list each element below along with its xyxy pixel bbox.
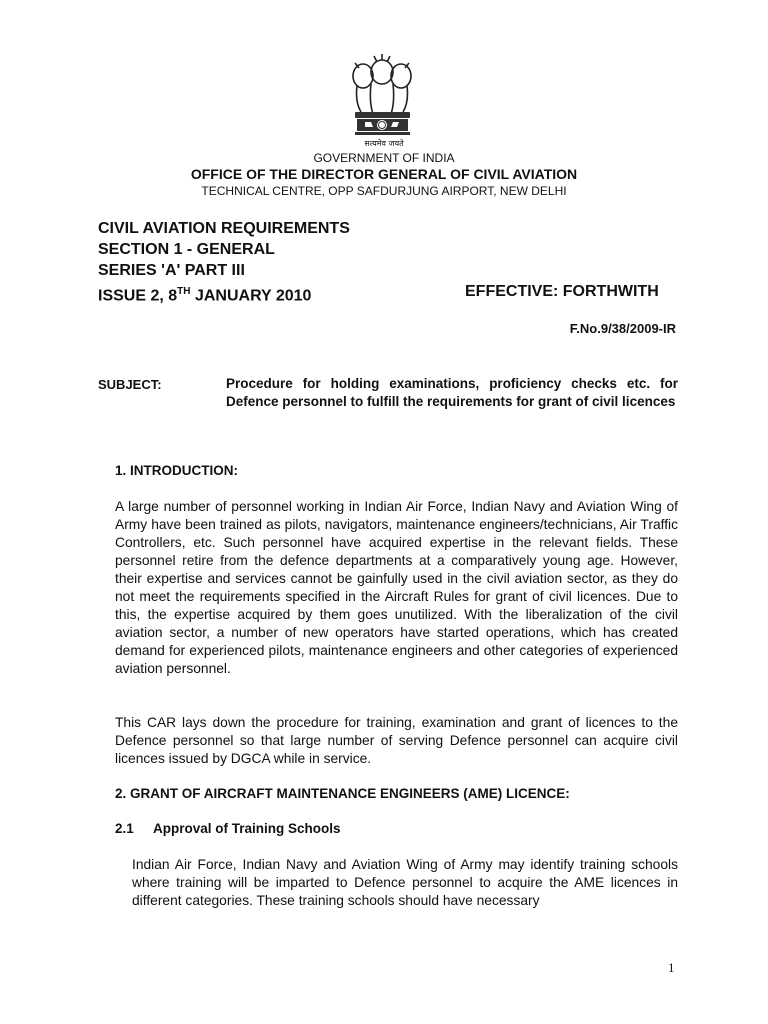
subsection-heading bbox=[115, 821, 341, 836]
file-number: F.No.9/38/2009-IR bbox=[569, 321, 676, 336]
government-of-india: GOVERNMENT OF INDIA bbox=[313, 151, 455, 165]
introduction-heading: 1. INTRODUCTION: bbox=[115, 463, 238, 478]
issue-superscript: TH bbox=[177, 286, 191, 297]
introduction-paragraph-1: A large number of personnel working in Indian Air Force, Indian Navy and Aviation Wing of Army have been trained as pilots, navigators, maintenance engineers/technicians, Air Traffic Controllers, etc. Such personnel have acquired expertise in the relevant fields. These personnel retire from the defence departments at a comparatively young age. However, their expertise and services cannot be gainfully used in the civil aviation sector, as they do not meet the requirements specified in the Aircraft Rules for grant of civil licences. Due to this, the expertise acquired by them goes unutilized. With the liberalization of the civil aviation sector, a number of new operators have started operations, which has created demand for experienced pilots, maintenance engineers and other categories of experienced aviation personnel. bbox=[115, 499, 678, 676]
subsection-title: Approval of Training Schools bbox=[153, 821, 341, 836]
page-number: 1 bbox=[668, 960, 675, 975]
issue-prefix: ISSUE 2, 8 bbox=[98, 287, 178, 305]
car-series: SERIES 'A' PART III bbox=[98, 262, 245, 279]
issue-suffix: JANUARY 2010 bbox=[190, 287, 312, 305]
subject-text: Procedure for holding examinations, proficiency checks etc. for Defence personnel to fulfill the requirements for grant of civil licences bbox=[226, 376, 678, 409]
subject-label: SUBJECT: bbox=[98, 377, 162, 392]
car-title: CIVIL AVIATION REQUIREMENTS bbox=[98, 220, 350, 237]
training-schools-paragraph: Indian Air Force, Indian Navy and Aviation Wing of Army may identify training schools where training will be imparted to Defence personnel to acquire the AME licences in different categories. These training schools should have necessary bbox=[132, 857, 678, 908]
effective-date: EFFECTIVE: FORTHWITH bbox=[465, 283, 659, 300]
car-section: SECTION 1 - GENERAL bbox=[98, 241, 275, 258]
ame-licence-heading: 2. GRANT OF AIRCRAFT MAINTENANCE ENGINEERS (AME) LICENCE: bbox=[115, 786, 570, 801]
national-motto: सत्यमेव जयते bbox=[364, 139, 404, 148]
introduction-paragraph-2: This CAR lays down the procedure for training, examination and grant of licences to the Defence personnel so that large number of serving Defence personnel can acquire civil licences issued by DGCA while in service. bbox=[115, 715, 678, 766]
technical-centre-address: TECHNICAL CENTRE, OPP SAFDURJUNG AIRPORT, NEW DELHI bbox=[201, 184, 567, 198]
car-issue bbox=[98, 281, 311, 306]
subsection-number: 2.1 bbox=[115, 821, 134, 836]
national-emblem-icon bbox=[335, 50, 430, 150]
office-title: OFFICE OF THE DIRECTOR GENERAL OF CIVIL AVIATION bbox=[190, 166, 578, 182]
